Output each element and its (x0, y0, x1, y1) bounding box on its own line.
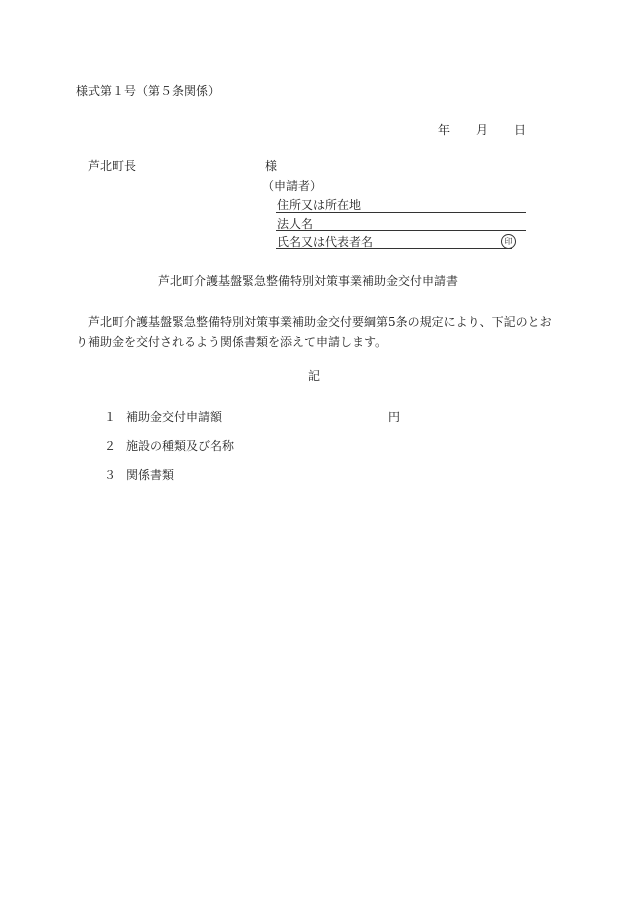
body-paragraph: 芦北町介護基盤緊急整備特別対策事業補助金交付要綱第5条の規定により、下記のとおり補助金を交付されるよう関係書類を添えて申請します。 (76, 315, 552, 349)
addressee-name: 芦北町長 (88, 159, 137, 173)
seal-mark-icon: 印 (501, 234, 516, 249)
representative-name-label: 氏名又は代表者名 (277, 235, 374, 249)
form-number: 様式第１号（第５条関係） (76, 84, 221, 98)
item-label: 施設の種類及び名称 (126, 439, 235, 453)
item-number: ３ (104, 468, 117, 482)
document-title: 芦北町介護基盤緊急整備特別対策事業補助金交付申請書 (158, 274, 459, 288)
item-number: １ (104, 410, 117, 424)
corp-name-field-line (276, 230, 526, 231)
corp-name-label: 法人名 (277, 217, 314, 231)
date-day-label: 日 (514, 123, 527, 137)
item-number: ２ (104, 439, 117, 453)
item-label: 補助金交付申請額 (126, 410, 223, 424)
date-month-label: 月 (476, 123, 489, 137)
address-label: 住所又は所在地 (277, 198, 362, 212)
item-label: 関係書類 (126, 468, 175, 482)
representative-name-field-line (276, 248, 512, 249)
date-year-label: 年 (438, 123, 451, 137)
address-field-line (276, 212, 526, 213)
applicant-heading: （申請者） (262, 179, 323, 193)
ki-mark: 記 (308, 369, 321, 383)
item-unit: 円 (388, 410, 401, 424)
addressee-honorific: 様 (265, 159, 278, 173)
